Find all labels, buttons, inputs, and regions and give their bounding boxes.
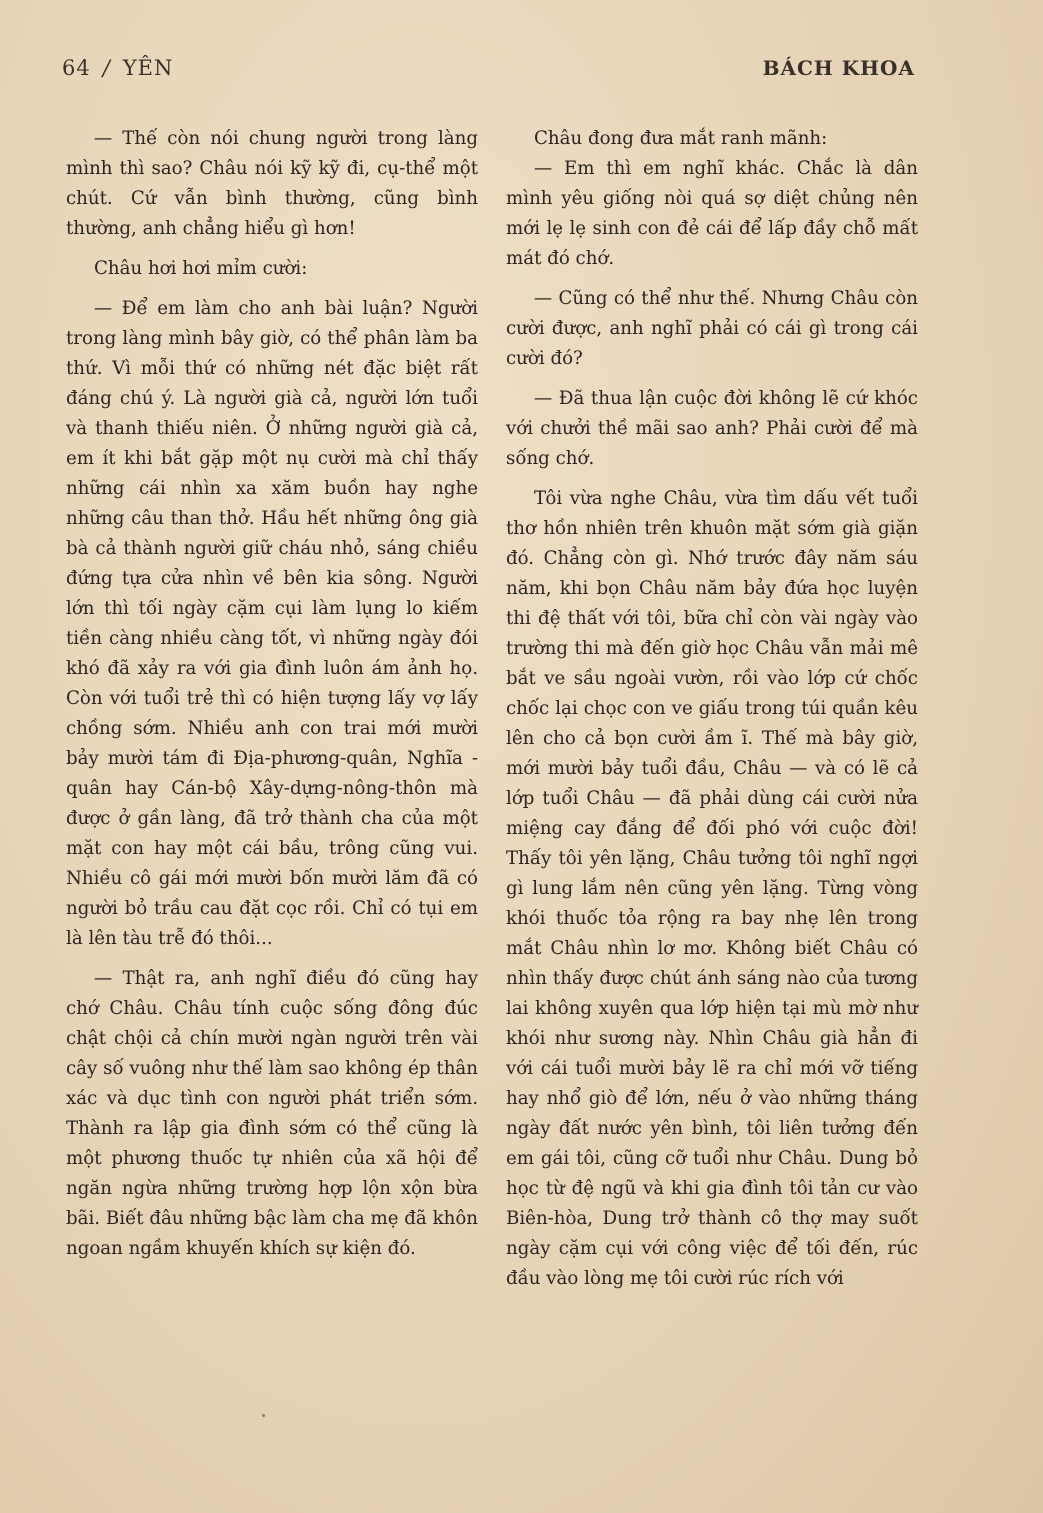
print-speck [262, 1414, 265, 1417]
paragraph: — Em thì em nghĩ khác. Chắc là dân mình yêu giống nòi quá sợ diệt chủng nên mới lẹ lẹ sinh con đẻ cái để lấp đầy chỗ mất mát đó chớ. [506, 158, 918, 269]
paragraph: Tôi vừa nghe Châu, vừa tìm dấu vết tuổi thơ hồn nhiên trên khuôn mặt sớm già giặn đó. Chẳng còn gì. Nhớ trước đây năm sáu năm, khi bọn Châu năm bảy đứa học luyện thi đệ thất với tôi, bữa chỉ còn vài ngày vào trường thi mà đến giờ học Châu vẫn mải mê bắt ve sầu ngoài vườn, rồi vào lớp cứ chốc chốc lại chọc con ve giấu trong túi quần kêu lên cho cả bọn cười ầm ĩ. Thế mà bây giờ, mới mười bảy tuổi đầu, Châu — và có lẽ cả lớp tuổi Châu — đã phải dùng cái cười nửa miệng cay đắng để đối phó với cuộc đời! Thấy tôi yên lặng, Châu tưởng tôi nghĩ ngợi gì lung lắm nên cũng yên lặng. Từng vòng khói thuốc tỏa rộng ra bay nhẹ lên trong mắt Châu nhìn lơ mơ. Không biết Châu có nhìn thấy được chút ánh sáng nào của tương lai không xuyên qua lớp hiện tại mù mờ như khói như sương này. Nhìn Châu già hẳn đi với cái tuổi mười bảy lẽ ra chỉ mới vỡ tiếng hay nhổ giò để lớn, nếu ở vào những tháng ngày đất nước yên bình, tôi liên tưởng đến em gái tôi, cũng cỡ tuổi như Châu. Dung bỏ học từ đệ ngũ và khi gia đình tôi tản cư vào Biên-hòa, Dung trở thành cô thợ may suốt ngày cặm cụi với công việc để tối đến, rúc đầu vào lòng mẹ tôi cười rúc rích với [506, 488, 918, 1289]
paragraph: — Để em làm cho anh bài luận? Người trong làng mình bây giờ, có thể phân làm ba thứ. Vì mỗi thứ có những nét đặc biệt rất đáng chú ý. Là người già cả, người lớn tuổi và thanh thiếu niên. Ở những người già cả, em ít khi bắt gặp một nụ cười mà chỉ thấy những cái nhìn xa xăm buồn hay nghe những câu than thở. Hầu hết những ông già bà cả thành người giữ cháu nhỏ, sáng chiều đứng tựa cửa nhìn về bên kia sông. Người lớn thì tối ngày cặm cụi làm lụng lo kiếm tiền càng nhiều càng tốt, vì những ngày đói khó đã xảy ra với gia đình luôn ám ảnh họ. Còn với tuổi trẻ thì có hiện tượng lấy vợ lấy chồng sớm. Nhiều anh con trai mới mười bảy mười tám đi Địa-phương-quân, Nghĩa - quân hay Cán-bộ Xây-dựng-nông-thôn mà được ở gần làng, đã trở thành cha của một mặt con hay một cái bầu, trông cũng vui. Nhiều cô gái mới mười bốn mười lăm đã có người bỏ trầu cau đặt cọc rồi. Chỉ có tụi em là lên tàu trễ đó thôi... [66, 298, 478, 949]
left-column [66, 124, 478, 1264]
paragraph: — Đã thua lận cuộc đời không lẽ cứ khóc với chưởi thề mãi sao anh? Phải cười để mà sống chớ. [506, 388, 918, 469]
header-separator: / [102, 56, 111, 80]
paragraph: Châu hơi hơi mỉm cười: [94, 258, 308, 279]
paragraph: — Cũng có thể như thế. Nhưng Châu còn cười được, anh nghĩ phải có cái gì trong cái cười đó? [506, 288, 918, 369]
page-header [62, 50, 915, 90]
paragraph: — Thế còn nói chung người trong làng mình thì sao? Châu nói kỹ kỹ đi, cụ-thể một chút. Cứ vẫn bình thường, cũng bình thường, anh chẳng hiểu gì hơn! [66, 128, 478, 239]
paragraph: — Thật ra, anh nghĩ điều đó cũng hay chớ Châu. Châu tính cuộc sống đông đúc chật chội cả chín mười ngàn người trên vài cây số vuông như thế làm sao không ép thân xác và dục tình con người phát triển sớm. Thành ra lập gia đình sớm có thể cũng là một phương thuốc tự nhiên của xã hội để ngăn ngừa những trường hợp lộn xộn bừa bãi. Biết đâu những bậc làm cha mẹ đã khôn ngoan ngầm khuyến khích sự kiện đó. [66, 968, 478, 1259]
right-column [506, 124, 918, 1294]
paragraph: Châu đong đưa mắt ranh mãnh: [534, 128, 828, 149]
header-left [62, 56, 173, 80]
magazine-title: BÁCH KHOA [762, 56, 915, 80]
page-number: 64 [62, 56, 91, 80]
author-name: YÊN [122, 56, 174, 80]
